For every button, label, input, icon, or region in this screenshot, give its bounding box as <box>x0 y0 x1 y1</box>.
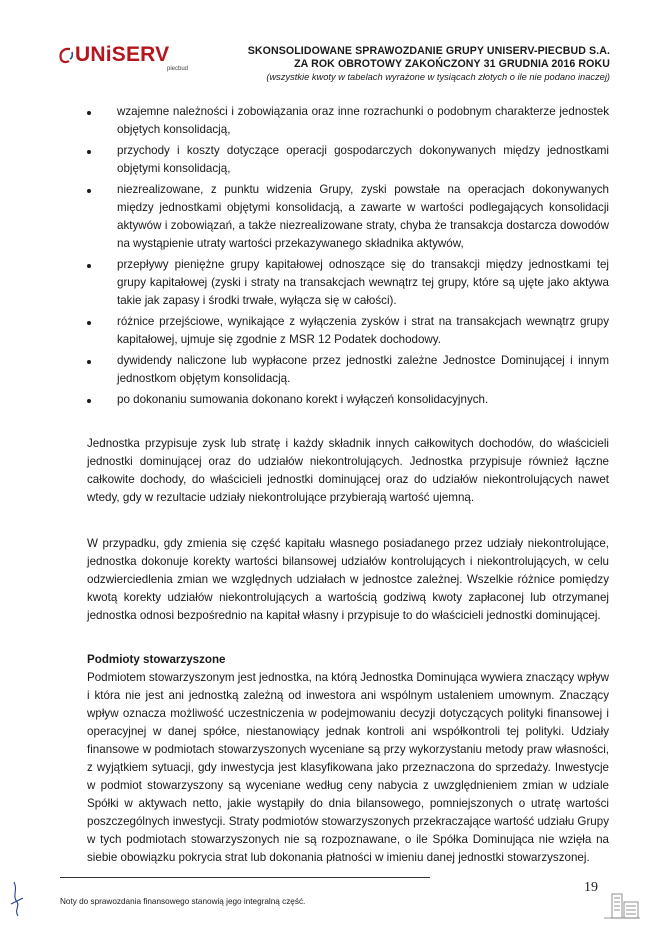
document-body <box>87 103 609 867</box>
footer-note: Noty do sprawozdania finansowego stanowią jego integralną część. <box>60 897 306 906</box>
list-item <box>87 313 609 349</box>
consolidation-list <box>87 103 609 409</box>
bullet-icon <box>87 399 91 403</box>
company-logo <box>57 42 207 82</box>
bullet-icon <box>87 189 91 193</box>
list-item-text: wzajemne należności i zobowiązania oraz inne rozrachunki o podobnym charakterze jednostek objętych konsolidacją, <box>117 105 609 136</box>
paragraph-associates: Podmiotem stowarzyszonym jest jednostka, na którą Jednostka Dominująca wywiera znaczący wpływ i która nie jest ani jednostką zależną od inwestora ani wspólnym ustaleniem umownym. Znaczący wpływ oznacza możliwość uczestniczenia w podejmowaniu decyzji dotyczących polityki finansowej i operacyjnej w danej spółce, niestanowiący jednak kontroli ani współkontroli tej polityki. Udziały finansowe w podmiotach stowarzyszonych wyceniane są przy wykorzystaniu metody praw własności, z wyjątkiem sytuacji, gdy inwestycja jest klasyfikowana jako przeznaczona do sprzedaży. Inwestycje w podmiot stowarzyszony są wyceniane według ceny nabycia z uwzględnieniem zmian w udziale Spółki w aktywach netto, jakie wystąpiły do dnia bilansowego, pomniejszonych o utratę wartości poszczególnych inwestycji. Straty podmiotów stowarzyszonych przekraczające wartość udziału Grupy w tych podmiotach stowarzyszonych nie są rozpoznawane, o ile Spółka Dominująca nie wzięła na siebie obowiązku pokrycia strat lub dokonania płatności w imieniu danej jednostki stowarzyszonej. <box>87 671 609 864</box>
bullet-icon <box>87 264 91 268</box>
report-title: SKONSOLIDOWANE SPRAWOZDANIE GRUPY UNISERV-PIECBUD S.A. <box>247 45 610 57</box>
list-item-text: przepływy pieniężne grupy kapitałowej odnoszące się do transakcji między jednostkami tej grupy kapitałowej (zyski i straty na transakcjach wewnątrz tej grupy, które są ujęte jako aktywa takie jak zapasy i środki trwałe, wyłącza się w całości). <box>117 258 609 307</box>
logo-text: UNiSERV <box>75 43 170 66</box>
building-stamp-icon <box>602 886 642 920</box>
paragraph-profit-attribution: Jednostka przypisuje zysk lub stratę i każdy składnik innych całkowitych dochodów, do właścicieli jednostki dominującej oraz do udziałów niekontrolujących. Jednostka przypisuje również łączne całkowite dochody, do właścicieli jednostki dominującej oraz do udziałów niekontrolujących nawet wtedy, gdy w rezultacie udziały niekontrolujące przybierają wartość ujemną. <box>87 437 609 504</box>
list-item-text: po dokonaniu sumowania dokonano korekt i wyłączeń konsolidacyjnych. <box>117 393 489 406</box>
list-item <box>87 181 609 253</box>
list-item <box>87 103 609 139</box>
report-period: ZA ROK OBROTOWY ZAKOŃCZONY 31 GRUDNIA 2016 ROKU <box>294 58 610 70</box>
bullet-icon <box>87 111 91 115</box>
page-number: 19 <box>584 880 598 895</box>
signature-mark <box>8 880 30 920</box>
list-item <box>87 352 609 388</box>
list-item <box>87 391 609 409</box>
list-item <box>87 256 609 310</box>
footer-divider <box>60 877 430 878</box>
bullet-icon <box>87 360 91 364</box>
list-item-text: przychody i koszty dotyczące operacji gospodarczych dokonywanych między jednostkami objętymi konsolidacją, <box>117 144 609 175</box>
section-heading: Podmioty stowarzyszone <box>87 653 226 666</box>
paragraph-ownership-changes: W przypadku, gdy zmienia się część kapitału własnego posiadanego przez udziały niekontrolujące, jednostka dokonuje korekty wartości bilansowej udziałów kontrolujących i niekontrolujących, w celu odzwierciedlenia zmian we względnych udziałach w jednostce zależnej. Wszelkie różnice pomiędzy kwotą korekty udziałów niekontrolujących a wartością godziwą kwoty zapłaconej lub otrzymanej jednostka odnosi bezpośrednio na kapitał własny i przypisuje to do właścicieli jednostki dominującej. <box>87 537 609 622</box>
report-header <box>200 45 610 84</box>
list-item-text: różnice przejściowe, wynikające z wyłączenia zysków i strat na transakcjach wewnątrz grupy kapitałowej, ujmuje się zgodnie z MSR 12 Podatek dochodowy. <box>117 315 609 346</box>
list-item-text: dywidendy naliczone lub wypłacone przez jednostki zależne Jednostce Dominującej i innym jednostkom objętym konsolidacją. <box>117 354 609 385</box>
logo-subtext: piecbud <box>167 66 189 72</box>
list-item <box>87 142 609 178</box>
bullet-icon <box>87 150 91 154</box>
list-item-text: niezrealizowane, z punktu widzenia Grupy, zyski powstałe na operacjach dokonywanych między jednostkami objętymi konsolidacją, a zawarte w wartości podlegających konsolidacji aktywów i zobowiązań, a także niezrealizowane straty, chyba że transakcja dostarcza dowodów na wystąpienie utraty wartości przekazywanego składnika aktywów, <box>117 183 609 250</box>
bullet-icon <box>87 321 91 325</box>
logo-swirl-icon <box>57 46 75 64</box>
report-units-note: (wszystkie kwoty w tabelach wyrażone w tysiącach złotych o ile nie podano inaczej) <box>266 72 610 82</box>
